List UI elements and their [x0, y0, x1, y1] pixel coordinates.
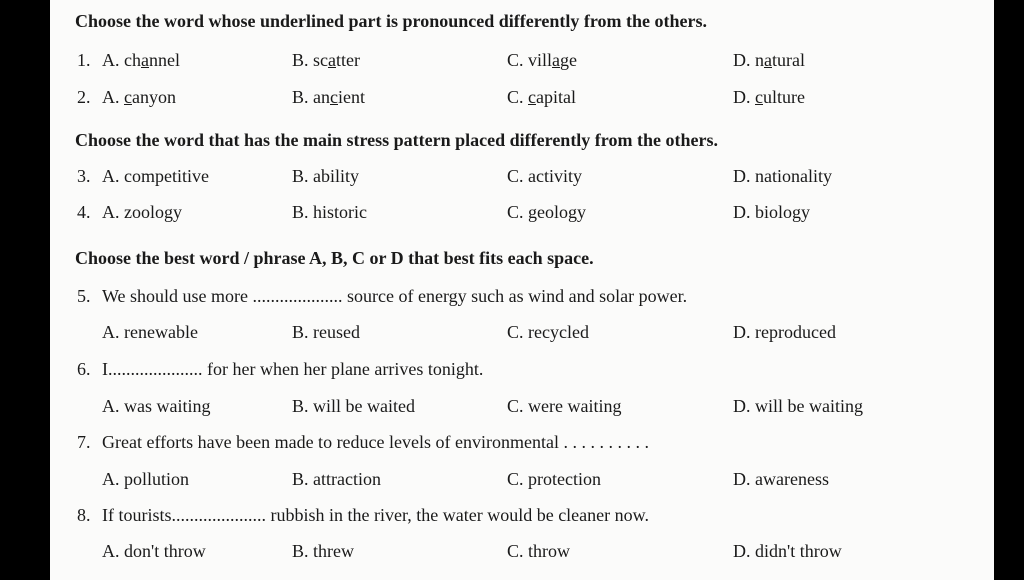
- option-b: B. scatter: [292, 50, 360, 70]
- option-d: D. biology: [733, 202, 811, 222]
- underlined-letter: c: [528, 87, 537, 107]
- question-number: 8.: [77, 505, 91, 525]
- option-a: A. channel: [102, 50, 180, 70]
- option-a: A. renewable: [102, 322, 198, 342]
- question-number: 7.: [77, 432, 91, 452]
- question-8-stem: [50, 505, 994, 529]
- option-b: B. historic: [292, 202, 367, 222]
- section-heading-pronunciation: Choose the word whose underlined part is pronounced differently from the others.: [75, 11, 708, 31]
- question-5-stem: [50, 286, 994, 310]
- underlined-letter: a: [141, 50, 149, 70]
- question-6-options: [50, 396, 994, 420]
- section-heading-stress: Choose the word that has the main stress pattern placed differently from the others.: [75, 130, 718, 150]
- option-c: C. geology: [507, 202, 586, 222]
- question-text: We should use more .................... source of energy such as wind and solar power.: [102, 286, 688, 306]
- option-c: C. village: [507, 50, 578, 70]
- underlined-letter: c: [755, 87, 763, 107]
- question-number: 3.: [77, 166, 91, 186]
- option-d: D. natural: [733, 50, 805, 70]
- question-number: 6.: [77, 359, 91, 379]
- option-d: D. didn't throw: [733, 541, 842, 561]
- question-1: [50, 50, 994, 74]
- question-2: [50, 87, 994, 111]
- option-a: A. canyon: [102, 87, 176, 107]
- question-number: 5.: [77, 286, 91, 306]
- underlined-letter: c: [330, 87, 338, 107]
- question-number: 4.: [77, 202, 91, 222]
- underlined-letter: c: [124, 87, 132, 107]
- question-7-options: [50, 469, 994, 493]
- section-heading-vocabulary: Choose the best word / phrase A, B, C or D that best fits each space.: [75, 248, 594, 268]
- option-a: A. don't throw: [102, 541, 206, 561]
- option-d: D. will be waiting: [733, 396, 863, 416]
- option-a: A. pollution: [102, 469, 190, 489]
- question-number: 2.: [77, 87, 91, 107]
- option-c: C. were waiting: [507, 396, 622, 416]
- option-b: B. attraction: [292, 469, 381, 489]
- underlined-letter: a: [328, 50, 336, 70]
- option-a: A. zoology: [102, 202, 182, 222]
- option-d: D. reproduced: [733, 322, 836, 342]
- option-b: B. will be waited: [292, 396, 415, 416]
- question-4: [50, 202, 994, 226]
- question-7-stem: [50, 432, 994, 456]
- option-b: B. ancient: [292, 87, 365, 107]
- option-d: D. awareness: [733, 469, 829, 489]
- question-number: 1.: [77, 50, 91, 70]
- question-8-options: [50, 541, 994, 565]
- question-text: I..................... for her when her plane arrives tonight.: [102, 359, 484, 379]
- option-a: A. competitive: [102, 166, 209, 186]
- worksheet: [50, 0, 994, 580]
- option-b: B. reused: [292, 322, 360, 342]
- option-c: C. protection: [507, 469, 601, 489]
- option-d: D. nationality: [733, 166, 832, 186]
- question-6-stem: [50, 359, 994, 383]
- question-text: Great efforts have been made to reduce levels of environmental . . . . . . . . . .: [102, 432, 649, 452]
- option-b: B. threw: [292, 541, 354, 561]
- underlined-letter: a: [552, 50, 561, 70]
- question-5-options: [50, 322, 994, 346]
- option-c: C. activity: [507, 166, 582, 186]
- option-a: A. was waiting: [102, 396, 211, 416]
- option-c: C. capital: [507, 87, 576, 107]
- option-d: D. culture: [733, 87, 805, 107]
- option-b: B. ability: [292, 166, 359, 186]
- question-3: [50, 166, 994, 190]
- underlined-letter: a: [764, 50, 772, 70]
- option-c: C. throw: [507, 541, 570, 561]
- question-text: If tourists..................... rubbish in the river, the water would be cleaner now.: [102, 505, 649, 525]
- option-c: C. recycled: [507, 322, 589, 342]
